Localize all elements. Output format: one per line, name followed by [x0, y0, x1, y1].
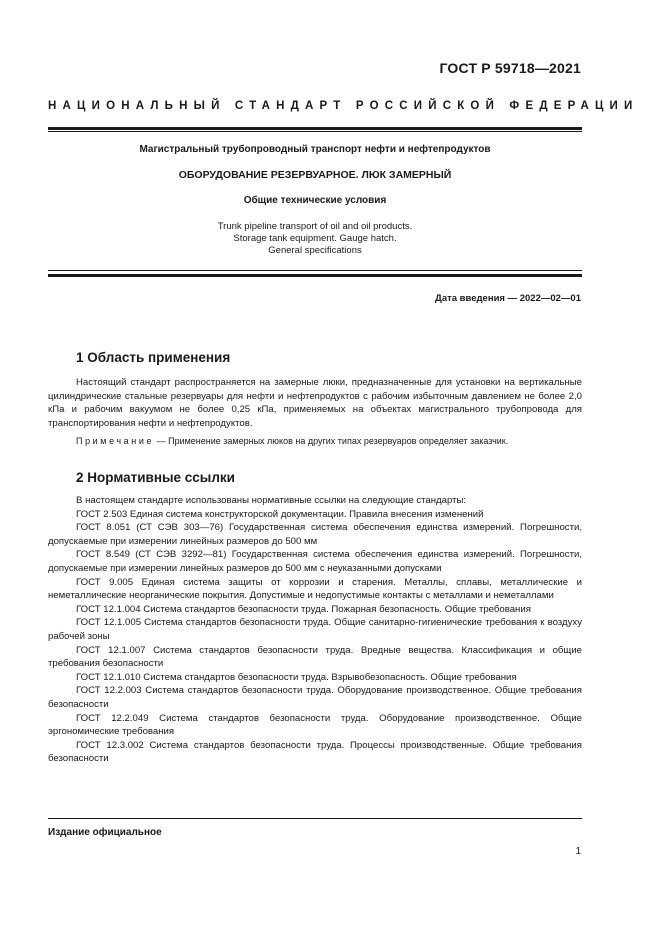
title-rule-thick: [48, 274, 582, 277]
section-2-body: [48, 494, 582, 766]
section-1-body: [48, 376, 582, 430]
reference-item: ГОСТ 12.2.003 Система стандартов безопасности труда. Оборудование производственное. Общие требования безопасности: [48, 685, 582, 710]
title-main: ОБОРУДОВАНИЕ РЕЗЕРВУАРНОЕ. ЛЮК ЗАМЕРНЫЙ: [178, 169, 452, 181]
edition-label: Издание официальное: [48, 827, 162, 838]
footer-rule: [48, 818, 582, 819]
note-text: — Применение замерных люков на других типах резервуаров определяет заказчик.: [154, 436, 509, 446]
note-label: Примечание: [76, 436, 155, 446]
title-english-line: Storage tank equipment. Gauge hatch.: [233, 233, 397, 244]
introduction-date: Дата введения — 2022—02—01: [435, 293, 581, 304]
page-number: 1: [575, 846, 581, 857]
reference-item: ГОСТ 12.1.004 Система стандартов безопасности труда. Пожарная безопасность. Общие требования: [76, 603, 531, 615]
title-block: [48, 0, 639, 260]
section-1-title: 1 Область применения: [76, 350, 231, 365]
title-english-line: General specifications: [268, 245, 362, 256]
reference-item: ГОСТ 2.503 Единая система конструкторской документации. Правила внесения изменений: [76, 508, 484, 520]
reference-item: ГОСТ 8.549 (СТ СЭВ 3292—81) Государственная система обеспечения единства измерений. Погрешности, допускаемые при измерении линейных размеров до 500 мм с неуказанными допусками: [48, 549, 582, 574]
reference-item: ГОСТ 8.051 (СТ СЭВ 303—76) Государственная система обеспечения единства измерений. Погрешности, допускаемые при измерении линейных размеров до 500 мм: [48, 522, 582, 547]
section-2-title: 2 Нормативные ссылки: [76, 470, 235, 485]
title-sub: Общие технические условия: [243, 195, 387, 206]
document-number: ГОСТ Р 59718—2021: [439, 60, 581, 76]
section-2-intro: В настоящем стандарте использованы нормативные ссылки на следующие стандарты:: [76, 495, 467, 506]
title-field: Магистральный трубопроводный транспорт нефти и нефтепродуктов: [139, 144, 491, 155]
national-standard-banner: НАЦИОНАЛЬНЫЙ СТАНДАРТ РОССИЙСКОЙ ФЕДЕРАЦИИ: [48, 100, 639, 112]
reference-item: ГОСТ 12.1.007 Система стандартов безопасности труда. Вредные вещества. Классификация и общие требования безопасности: [48, 644, 582, 670]
reference-item: ГОСТ 12.1.010 Система стандартов безопасности труда. Взрывобезопасность. Общие требования: [76, 671, 517, 683]
reference-item: ГОСТ 12.1.005 Система стандартов безопасности труда. Общие санитарно-гигиенические требования к воздуху рабочей зоны: [48, 617, 582, 642]
reference-item: ГОСТ 12.2.049 Система стандартов безопасности труда. Оборудование производственное. Общие эргономические требования: [48, 712, 582, 738]
section-1-paragraph: Настоящий стандарт распространяется на замерные люки, предназначенные для установки на вертикальные цилиндрические стальные резервуары для нефти и нефтепродуктов с рабочим избыточным давлением не более 2,0 кПа и рабочим вакуумом не более 0,25 кПа, применяемых на объектах магистрального трубопровода для транспортирования нефти и нефтепродуктов.: [48, 377, 582, 429]
title-english-line: Trunk pipeline transport of oil and oil products.: [217, 221, 413, 232]
reference-item: ГОСТ 9.005 Единая система защиты от коррозии и старения. Металлы, сплавы, металлические и неметаллические неорганические покрытия. Допустимые и недопустимые контакты с металлами и неметаллами: [48, 576, 582, 602]
reference-item: ГОСТ 12.3.002 Система стандартов безопасности труда. Процессы производственные. Общие требования безопасности: [48, 739, 582, 765]
title-rule-thin: [48, 270, 582, 271]
section-1-note: [76, 436, 582, 446]
